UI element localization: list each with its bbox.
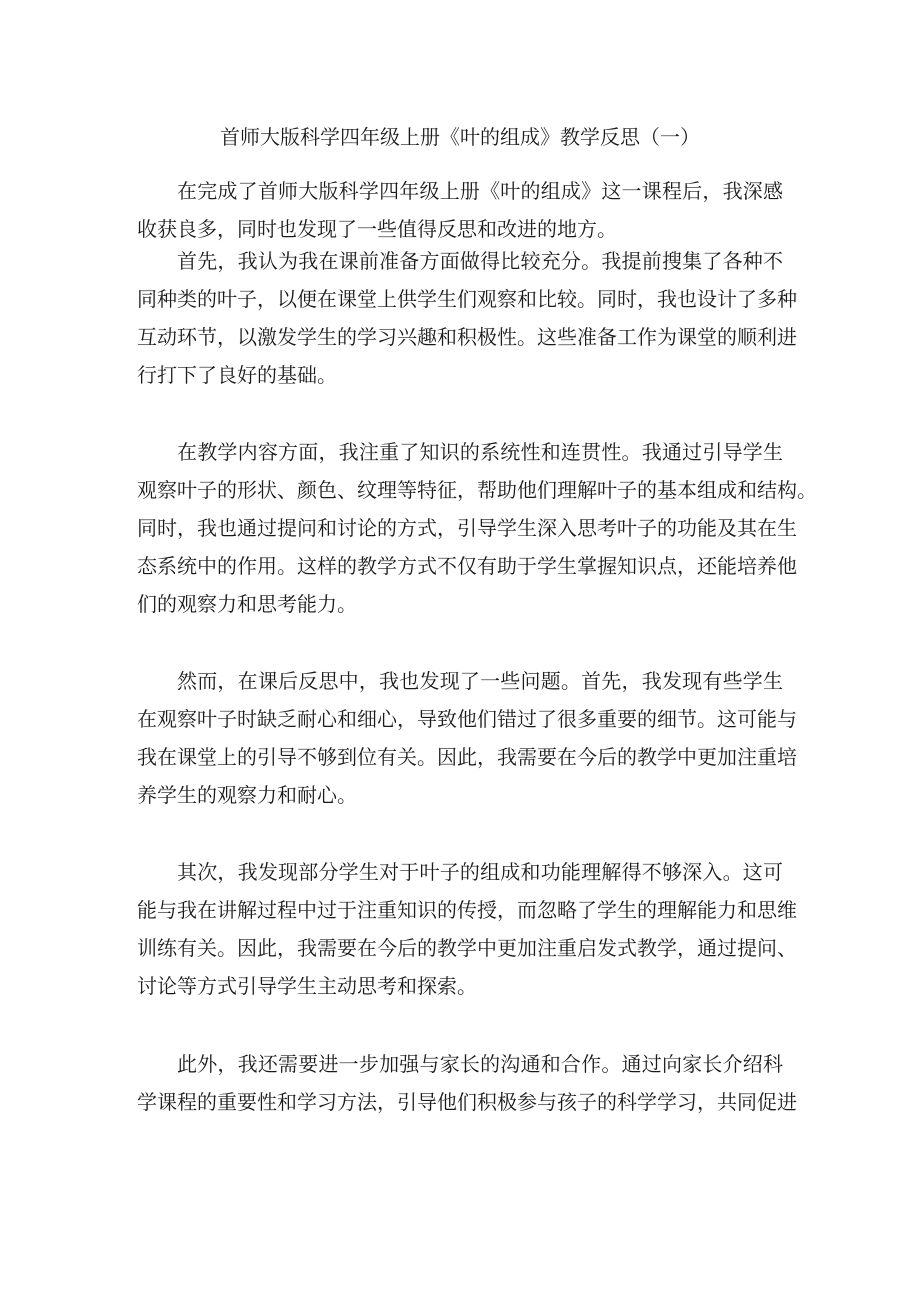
paragraph-line: 同种类的叶子，以便在课堂上供学生们观察和比较。同时，我也设计了多种 <box>137 287 797 311</box>
document-title: 首师大版科学四年级上册《叶的组成》教学反思（一） <box>220 125 700 149</box>
paragraph-line: 讨论等方式引导学生主动思考和探索。 <box>137 974 477 998</box>
paragraph-line: 学课程的重要性和学习方法，引导他们积极参与孩子的科学学习，共同促进 <box>137 1090 797 1114</box>
paragraph-line: 态系统中的作用。这样的教学方式不仅有助于学生掌握知识点，还能培养他 <box>137 554 797 578</box>
paragraph-line: 能与我在讲解过程中过于注重知识的传授，而忽略了学生的理解能力和思维 <box>137 898 797 922</box>
paragraph-line: 观察叶子的形状、颜色、纹理等特征，帮助他们理解叶子的基本组成和结构。 <box>137 478 817 502</box>
paragraph-line: 其次，我发现部分学生对于叶子的组成和功能理解得不够深入。这可 <box>177 860 783 884</box>
paragraph-line: 我在课堂上的引导不够到位有关。因此，我需要在今后的教学中更加注重培 <box>137 745 797 769</box>
paragraph-line: 此外，我还需要进一步加强与家长的沟通和合作。通过向家长介绍科 <box>177 1052 783 1076</box>
paragraph-5 <box>137 853 797 1005</box>
paragraph-line: 收获良多，同时也发现了一些值得反思和改进的地方。 <box>137 217 617 241</box>
paragraph-line: 们的观察力和思考能力。 <box>137 592 357 616</box>
paragraph-line: 在教学内容方面，我注重了知识的系统性和连贯性。我通过引导学生 <box>177 440 783 464</box>
paragraph-1 <box>137 172 783 248</box>
paragraph-line: 互动环节，以激发学生的学习兴趣和积极性。这些准备工作为课堂的顺利进 <box>137 325 797 349</box>
paragraph-2 <box>137 242 797 394</box>
paragraph-3 <box>137 433 817 623</box>
paragraph-line: 在完成了首师大版科学四年级上册《叶的组成》这一课程后，我深感 <box>177 179 783 203</box>
paragraph-6 <box>137 1045 797 1121</box>
paragraph-line: 同时，我也通过提问和讨论的方式，引导学生深入思考叶子的功能及其在生 <box>137 516 797 540</box>
paragraph-line: 养学生的观察力和耐心。 <box>137 783 357 807</box>
paragraph-line: 在观察叶子时缺乏耐心和细心，导致他们错过了很多重要的细节。这可能与 <box>137 707 797 731</box>
paragraph-line: 然而，在课后反思中，我也发现了一些问题。首先，我发现有些学生 <box>177 669 783 693</box>
paragraph-line: 行打下了良好的基础。 <box>137 363 337 387</box>
paragraph-line: 训练有关。因此，我需要在今后的教学中更加注重启发式教学，通过提问、 <box>137 936 797 960</box>
paragraph-line: 首先，我认为我在课前准备方面做得比较充分。我提前搜集了各种不 <box>177 249 783 273</box>
paragraph-4 <box>137 662 797 814</box>
